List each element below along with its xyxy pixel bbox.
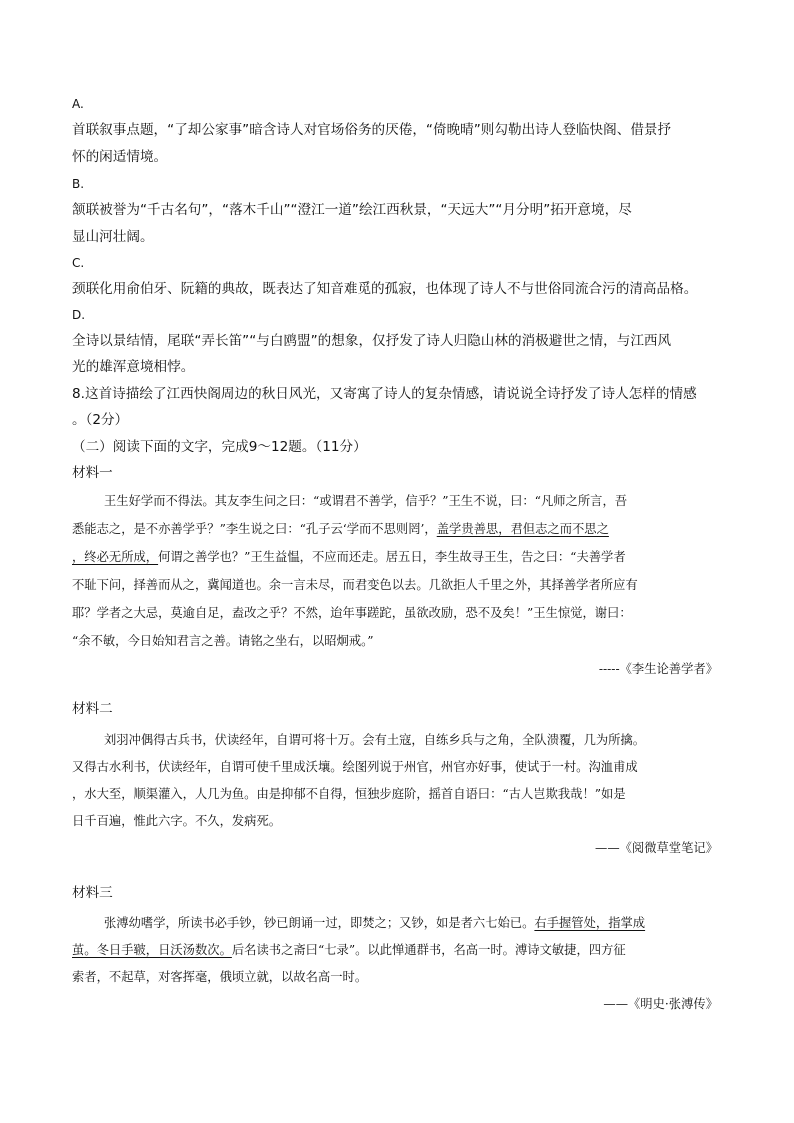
material-1-source: -----《李生论善学者》 [598,662,718,676]
option-d-letter: D. [72,308,86,322]
material-1-line: 耶？学者之大忌，莫逾自足，盍改之乎？不然，迨年事蹉跎，虽欲改励，恐不及矣！”王生惊觉，谢曰： [72,606,632,620]
option-a-letter: A. [72,97,84,111]
material-3-text: 后名读书之斋曰“七录”。以此惮通群书，名高一时。溥诗文敏捷，四方征 [231,943,626,957]
material-3-text: 张溥幼嗜学，所读书必手钞，钞已朗诵一过，即焚之；又钞，如是者六七始已。 [104,916,535,930]
option-b-text: 颔联被誉为“千古名句”，“落木千山”“澄江一道”绘江西秋景，“天远大”“月分明”拓开意境，尽 [72,202,632,218]
material-1-line: 不耻下问，择善而从之，冀闻道也。余一言未尽，而君变色以去。几欲拒人千里之外，其择善学者所应有 [72,578,638,592]
material-3-line: 索者，不起草，对客挥毫，俄顷立就，以故名高一时。 [72,970,368,984]
option-b-text: 显山河壮阔。 [72,229,154,245]
material-1-line: 王生好学而不得法。其友李生问之曰：“或谓君不善学，信乎？”王生不说，曰：“凡师之所言，吾 [104,494,628,508]
option-d-text: 全诗以景结情，尾联“弄长笛”“与白鸥盟”的想象，仅抒发了诗人归隐山林的消极避世之情，与江西风 [72,333,672,349]
material-2-line: ，水大至，顺渠灌入，人几为鱼。由是抑郁不自得，恒独步庭阶，摇首自语曰：“古人岂欺我哉！”如是 [72,787,626,801]
option-a-text: 怀的闲适情境。 [72,149,168,165]
material-3-underlined: 右手握管处，指掌成 [534,916,646,930]
material-3-underlined: 茧。冬日手皲，日沃汤数次。 [72,943,232,957]
material-2-line: 日千百遍，惟此六字。不久，发病死。 [72,814,282,828]
material-1-text: 悉能志之，是不亦善学乎？”李生说之曰：“孔子云‘学而不思则罔’， [72,522,437,536]
option-c-letter: C. [72,256,85,270]
option-b-letter: B. [72,177,85,191]
material-2-line: 又得古水利书，伏读经年，自谓可使千里成沃壤。绘图列说于州官，州官亦好事，使试于一村。沟洫甫成 [72,760,638,774]
material-1-line: “余不敏，今日始知君言之善。请铭之坐右，以昭炯戒。” [72,634,374,648]
material-3-line [104,913,645,933]
material-1-line [72,547,626,567]
question-8-points: 。（2分） [72,412,129,428]
material-1-line [72,519,609,539]
material-1-title: 材料一 [72,465,113,481]
option-d-text: 光的雄浑意境相悖。 [72,359,195,375]
material-1-underlined: 盖学贵善思，君但志之而不思之 [436,522,609,536]
material-2-line: 刘羽冲偶得古兵书，伏读经年，自谓可将十万。会有土寇，自练乡兵与之角，全队溃覆，几为所擒。 [104,733,646,747]
material-1-underlined: ，终必无所成， [72,550,159,564]
material-3-line [72,940,626,960]
material-3-title: 材料三 [72,885,113,901]
material-2-title: 材料二 [72,701,113,717]
question-8: 8.这首诗描绘了江西快阁周边的秋日风光，又寄寓了诗人的复杂情感，请说说全诗抒发了诗人怎样的情感 [72,386,697,402]
material-1-text: 何谓之善学也？”王生益愠，不应而还走。居五日，李生故寻王生，告之曰：“夫善学者 [158,550,626,564]
option-a-text: 首联叙事点题，“了却公家事”暗含诗人对官场俗务的厌倦，“倚晚晴”则勾勒出诗人登临快阁、借景抒 [72,122,672,138]
option-c-text: 颈联化用俞伯牙、阮籍的典故，既表达了知音难觅的孤寂，也体现了诗人不与世俗同流合污的清高品格。 [72,281,698,297]
section-heading: （二）阅读下面的文字，完成9～12题。（11分） [72,439,367,455]
material-2-source: ——《阅微草堂笔记》 [595,841,718,855]
material-3-source: ——《明史·张溥传》 [603,997,718,1011]
